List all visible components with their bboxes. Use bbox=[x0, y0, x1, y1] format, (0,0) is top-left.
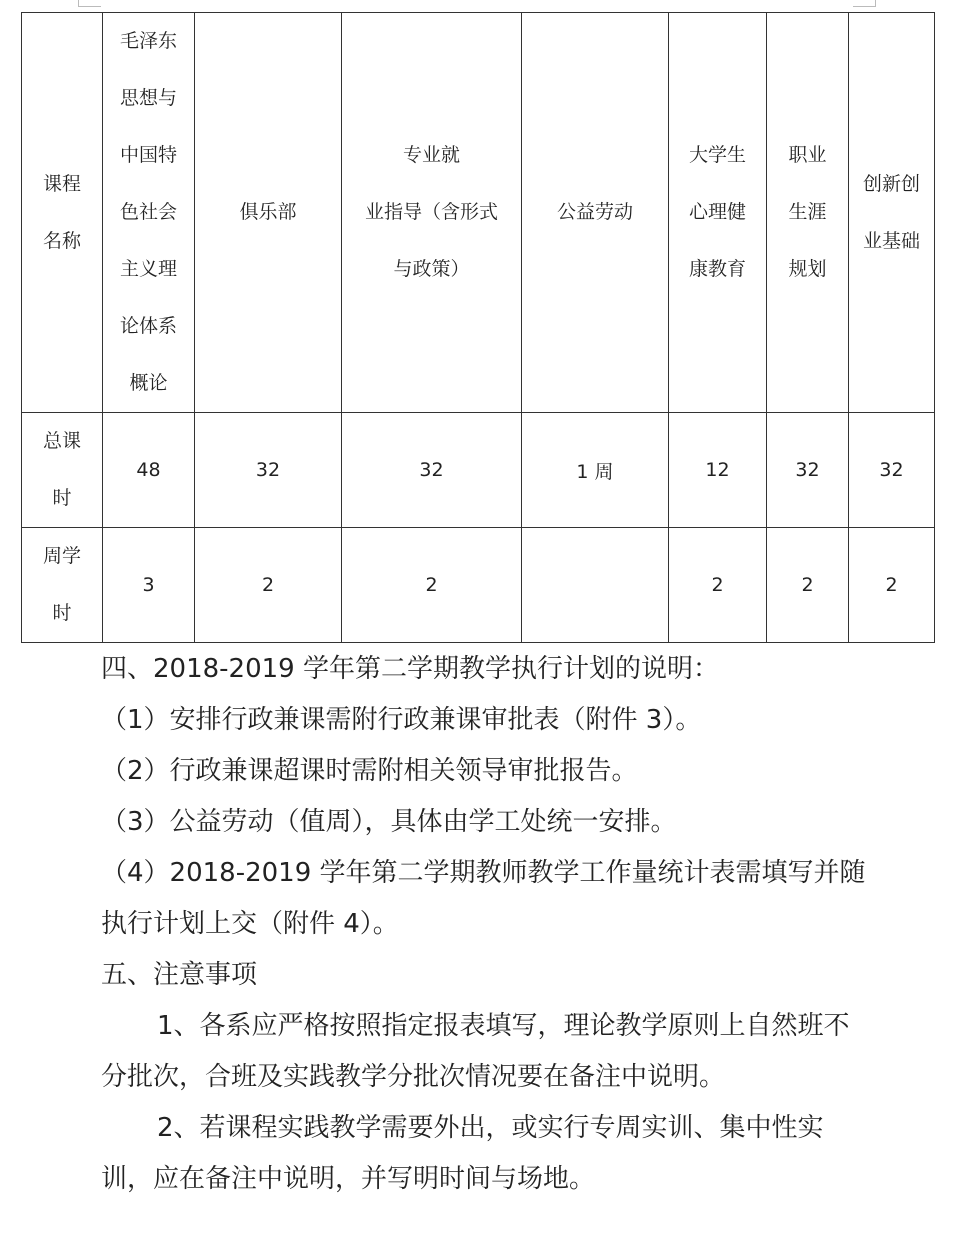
value-cell bbox=[342, 528, 522, 643]
course-cell bbox=[767, 13, 849, 413]
total-hours-row bbox=[22, 413, 935, 528]
total-hours-value: 32 bbox=[879, 459, 904, 481]
course-cell bbox=[849, 13, 935, 413]
course-cell bbox=[342, 13, 522, 413]
weekly-hours-value: 2 bbox=[711, 574, 724, 596]
crop-mark-right bbox=[853, 0, 876, 7]
course-name-row bbox=[22, 13, 935, 413]
course-name: 专业就 业指导（含形式 与政策） bbox=[364, 144, 498, 280]
section-5-title: 五、注意事项 bbox=[101, 960, 258, 990]
course-name: 毛泽东 思想与 中国特 色社会 主义理 论体系 概论 bbox=[119, 30, 177, 394]
value-cell bbox=[103, 413, 195, 528]
course-cell bbox=[522, 13, 669, 413]
note-item: （3）公益劳动（值周），具体由学工处统一安排。 bbox=[101, 807, 677, 837]
course-name-label: 课程 名称 bbox=[42, 172, 81, 252]
weekly-hours-value: 2 bbox=[425, 574, 438, 596]
course-cell bbox=[669, 13, 767, 413]
row-label-cell bbox=[22, 413, 103, 528]
course-table bbox=[21, 12, 935, 643]
total-hours-value: 32 bbox=[255, 459, 281, 481]
note-item: （4）2018-2019 学年第二学期教师教学工作量统计表需填写并随执行计划上交（附件 4）。 bbox=[101, 858, 866, 939]
course-cell bbox=[195, 13, 342, 413]
crop-mark-left bbox=[78, 0, 101, 7]
value-cell bbox=[342, 413, 522, 528]
total-hours-label: 总课 时 bbox=[42, 430, 81, 509]
course-name: 俱乐部 bbox=[239, 201, 297, 223]
weekly-hours-value: 3 bbox=[142, 574, 155, 596]
value-cell bbox=[849, 413, 935, 528]
section-4-title: 四、2018-2019 学年第二学期教学执行计划的说明： bbox=[101, 654, 719, 684]
note-item: （1）安排行政兼课需附行政兼课审批表（附件 3）。 bbox=[101, 705, 702, 735]
weekly-hours-label: 周学 时 bbox=[42, 545, 81, 624]
weekly-hours-value: 2 bbox=[885, 574, 898, 596]
course-name: 大学生 心理健 康教育 bbox=[688, 144, 746, 280]
value-cell bbox=[849, 528, 935, 643]
attention-item: 1、各系应严格按照指定报表填写，理论教学原则上自然班不分批次，合班及实践教学分批次情况要在备注中说明。 bbox=[101, 1011, 850, 1092]
course-cell bbox=[103, 13, 195, 413]
note-item: （2）行政兼课超课时需附相关领导审批报告。 bbox=[101, 756, 638, 786]
attention-item: 2、若课程实践教学需要外出，或实行专周实训、集中性实训，应在备注中说明，并写明时间与场地。 bbox=[101, 1113, 824, 1194]
value-cell bbox=[195, 528, 342, 643]
notes-section bbox=[101, 644, 871, 1205]
total-hours-value: 32 bbox=[419, 459, 444, 481]
total-hours-value: 12 bbox=[705, 459, 730, 481]
course-name: 公益劳动 bbox=[556, 201, 633, 223]
weekly-hours-row bbox=[22, 528, 935, 643]
course-name: 创新创 业基础 bbox=[862, 172, 920, 252]
row-label-cell bbox=[22, 528, 103, 643]
total-hours-value: 32 bbox=[795, 459, 820, 481]
total-hours-value: 48 bbox=[136, 459, 161, 481]
value-cell bbox=[522, 528, 669, 643]
value-cell bbox=[767, 528, 849, 643]
value-cell bbox=[195, 413, 342, 528]
weekly-hours-value: 2 bbox=[261, 574, 275, 596]
value-cell bbox=[669, 413, 767, 528]
value-cell bbox=[103, 528, 195, 643]
total-hours-value: 1 周 bbox=[576, 460, 614, 483]
weekly-hours-value: 2 bbox=[801, 574, 814, 596]
value-cell bbox=[767, 413, 849, 528]
value-cell bbox=[522, 413, 669, 528]
course-name: 职业 生涯 规划 bbox=[788, 144, 827, 280]
value-cell bbox=[669, 528, 767, 643]
header-label-cell bbox=[22, 13, 103, 413]
